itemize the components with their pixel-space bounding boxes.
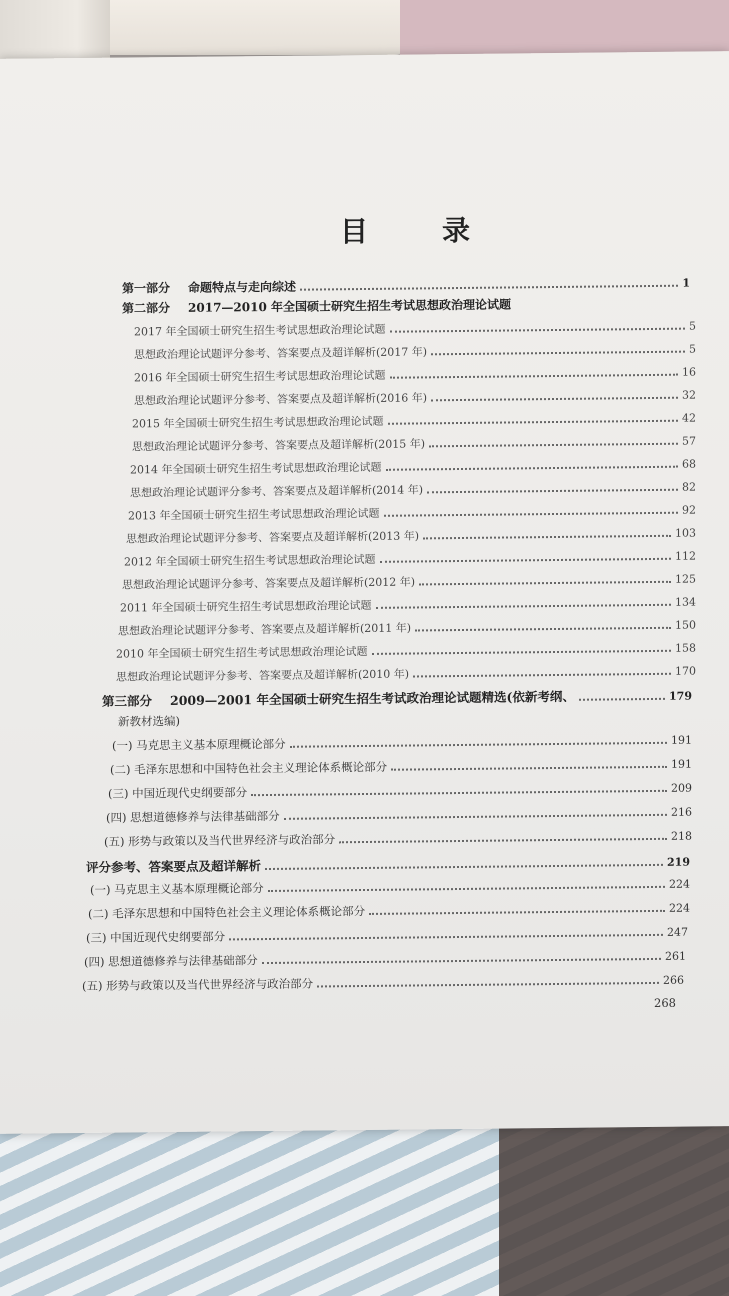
leader-dots [413,666,671,677]
toc-title-char-1: 目 [340,214,369,249]
toc-entry-title: (三) 中国近现代史纲要部分 [108,785,248,801]
toc-part-label: 第一部分 [122,281,171,296]
toc-entry-title: 命题特点与走向综述 [188,279,297,295]
toc-entry [104,828,692,850]
toc-entry-page: 5 [689,319,696,333]
toc-title [340,209,470,250]
toc-entry [112,732,692,754]
toc-entry-title: (五) 形势与政策以及当代世界经济与政治部分 [104,832,336,849]
leader-dots [384,505,679,517]
toc-entry [134,364,696,386]
leader-dots [229,927,663,940]
leader-dots [268,879,665,892]
toc-entry-page: 1 [682,276,690,290]
toc-entry-title: 思想政治理论试题评分参考、答案要点及超详解析(2014 年) [130,483,424,500]
leader-dots [390,367,679,379]
toc-entry-page: 191 [671,757,692,771]
leader-dots [380,551,672,563]
toc-entry-title: 2010 年全国硕士研究生招生考试思想政治理论试题 [116,644,368,661]
toc-entry-title: (一) 马克思主义基本原理概论部分 [90,881,264,897]
toc-entry-title: 思想政治理论试题评分参考、答案要点及超详解析(2016 年) [134,391,428,408]
toc-entry [128,502,696,524]
toc-entry-page: 179 [669,689,692,703]
toc-entry-page: 5 [689,342,696,356]
toc-entry-page: 57 [682,434,696,448]
toc-entry-title: (二) 毛泽东思想和中国特色社会主义理论体系概论部分 [110,759,388,777]
toc-entry-page: 125 [675,572,696,586]
toc-entry [124,548,696,570]
toc-entry-title: 2015 年全国硕士研究生招生考试思想政治理论试题 [132,414,384,431]
toc-entry-page: 219 [667,855,690,869]
leader-dots [251,783,667,796]
leader-dots [429,436,678,447]
background-shadow [499,1120,729,1296]
toc-entry-title: (四) 思想道德修养与法律基础部分 [84,953,258,969]
toc-entry-answers [86,852,690,876]
toc-entry [134,341,696,363]
toc-entry-title: 2016 年全国硕士研究生招生考试思想政治理论试题 [134,368,386,385]
toc-entry-title: 思想政治理论试题评分参考、答案要点及超详解析(2015 年) [132,437,426,454]
toc-entry-title: 2014 年全国硕士研究生招生考试思想政治理论试题 [130,460,382,477]
toc-entry-title: 思想政治理论试题评分参考、答案要点及超详解析(2011 年) [118,621,412,638]
toc-entry-page: 247 [667,925,688,939]
toc-entry-page: 266 [663,973,684,987]
toc-entry-title: (三) 中国近现代史纲要部分 [86,929,226,945]
leader-dots [415,620,671,631]
background-object [60,0,410,55]
toc-entry-title: 2011 年全国硕士研究生招生考试思想政治理论试题 [120,598,372,615]
toc-entry [116,663,696,685]
toc-entry [134,318,696,340]
leader-dots [579,690,665,700]
toc-entry-title: (五) 形势与政策以及当代世界经济与政治部分 [82,976,314,993]
toc-entry [134,387,696,409]
toc-entry [84,948,686,970]
leader-dots [290,735,667,748]
toc-entry-page: 209 [671,781,692,795]
toc-entry-page: 68 [682,457,696,471]
leader-dots [431,344,685,355]
toc-entry [110,756,692,778]
leader-dots [427,482,678,493]
leader-dots [317,975,659,987]
leader-dots [284,807,667,820]
toc-entry-title: 思想政治理论试题评分参考、答案要点及超详解析(2013 年) [126,529,420,546]
toc-entry-page: 224 [669,877,690,891]
leader-dots [390,321,686,333]
toc-entry-title: 思想政治理论试题评分参考、答案要点及超详解析(2012 年) [122,575,416,592]
toc-entry-page: 42 [682,411,696,425]
toc-entry-title: 评分参考、答案要点及超详解析 [86,858,262,875]
toc-entry-title: (一) 马克思主义基本原理概论部分 [112,736,286,753]
toc-entry-page: 32 [682,388,696,402]
toc-entry [82,972,684,994]
leader-dots [423,528,671,539]
toc-part-label: 第三部分 [102,693,153,709]
toc-title-char-2: 录 [441,213,470,248]
toc-entry-page: 134 [675,595,696,609]
toc-entry-page: 92 [682,503,696,517]
toc-page [0,51,729,1134]
toc-entry-page: 170 [675,664,696,678]
toc-entry-title: (四) 思想道德修养与法律基础部分 [106,808,280,825]
toc-entry [86,924,688,946]
toc-entry-part-2 [122,293,702,316]
toc-entry-page: 158 [675,641,696,655]
leader-dots [372,643,672,655]
toc-entry-title: 2017 年全国硕士研究生招生考试思想政治理论试题 [134,322,386,339]
toc-entry-title: 2017—2010 年全国硕士研究生招生考试思想政治理论试题 [188,297,511,315]
toc-entry [88,900,690,922]
toc-entry [130,456,696,478]
leader-dots [386,459,679,471]
toc-trailing-page: 268 [654,995,676,1010]
toc-entry-title: 2009—2001 年全国硕士研究生招生考试政治理论试题精选(依新考纲、 [170,688,575,709]
toc-entry-page: 191 [671,733,692,747]
toc-entry-part-1 [122,274,690,297]
leader-dots [431,390,678,401]
leader-dots [300,278,678,291]
leader-dots [265,856,663,870]
toc-entry-title: (二) 毛泽东思想和中国特色社会主义理论体系概论部分 [88,903,366,921]
toc-entry-continuation: 新教材选编) [118,713,180,729]
toc-entry-part-3 [102,686,692,710]
toc-part-label: 第二部分 [122,301,171,316]
toc-entry-page: 216 [671,805,692,819]
leader-dots [262,951,661,964]
toc-entry [126,525,696,547]
toc-entry-title: 2013 年全国硕士研究生招生考试思想政治理论试题 [128,506,380,523]
leader-dots [339,831,667,843]
toc-entry-title: 2012 年全国硕士研究生招生考试思想政治理论试题 [124,552,376,569]
toc-entry [132,410,696,432]
toc-entry-page: 112 [675,549,696,563]
toc-entry [108,780,692,802]
toc-entry-page: 103 [675,526,696,540]
toc-entry-page: 224 [669,901,690,915]
leader-dots [376,597,672,609]
toc-entry-page: 261 [665,949,686,963]
toc-entry [120,594,696,616]
toc-entry-title: 思想政治理论试题评分参考、答案要点及超详解析(2017 年) [134,345,428,362]
toc-entry [106,804,692,826]
leader-dots [388,413,679,425]
toc-entry-page: 82 [682,480,696,494]
leader-dots [419,574,671,585]
toc-entry-page: 150 [675,618,696,632]
toc-entry [130,479,696,501]
toc-entry-title: 思想政治理论试题评分参考、答案要点及超详解析(2010 年) [116,667,410,684]
toc-entry [132,433,696,455]
leader-dots [391,759,667,771]
leader-dots [369,903,665,915]
toc-entry [90,876,690,898]
toc-entry-page: 16 [682,365,696,379]
toc-entry [122,571,696,593]
toc-entry-page: 218 [671,829,692,843]
toc-entry [116,640,696,662]
toc-entry [118,617,696,639]
